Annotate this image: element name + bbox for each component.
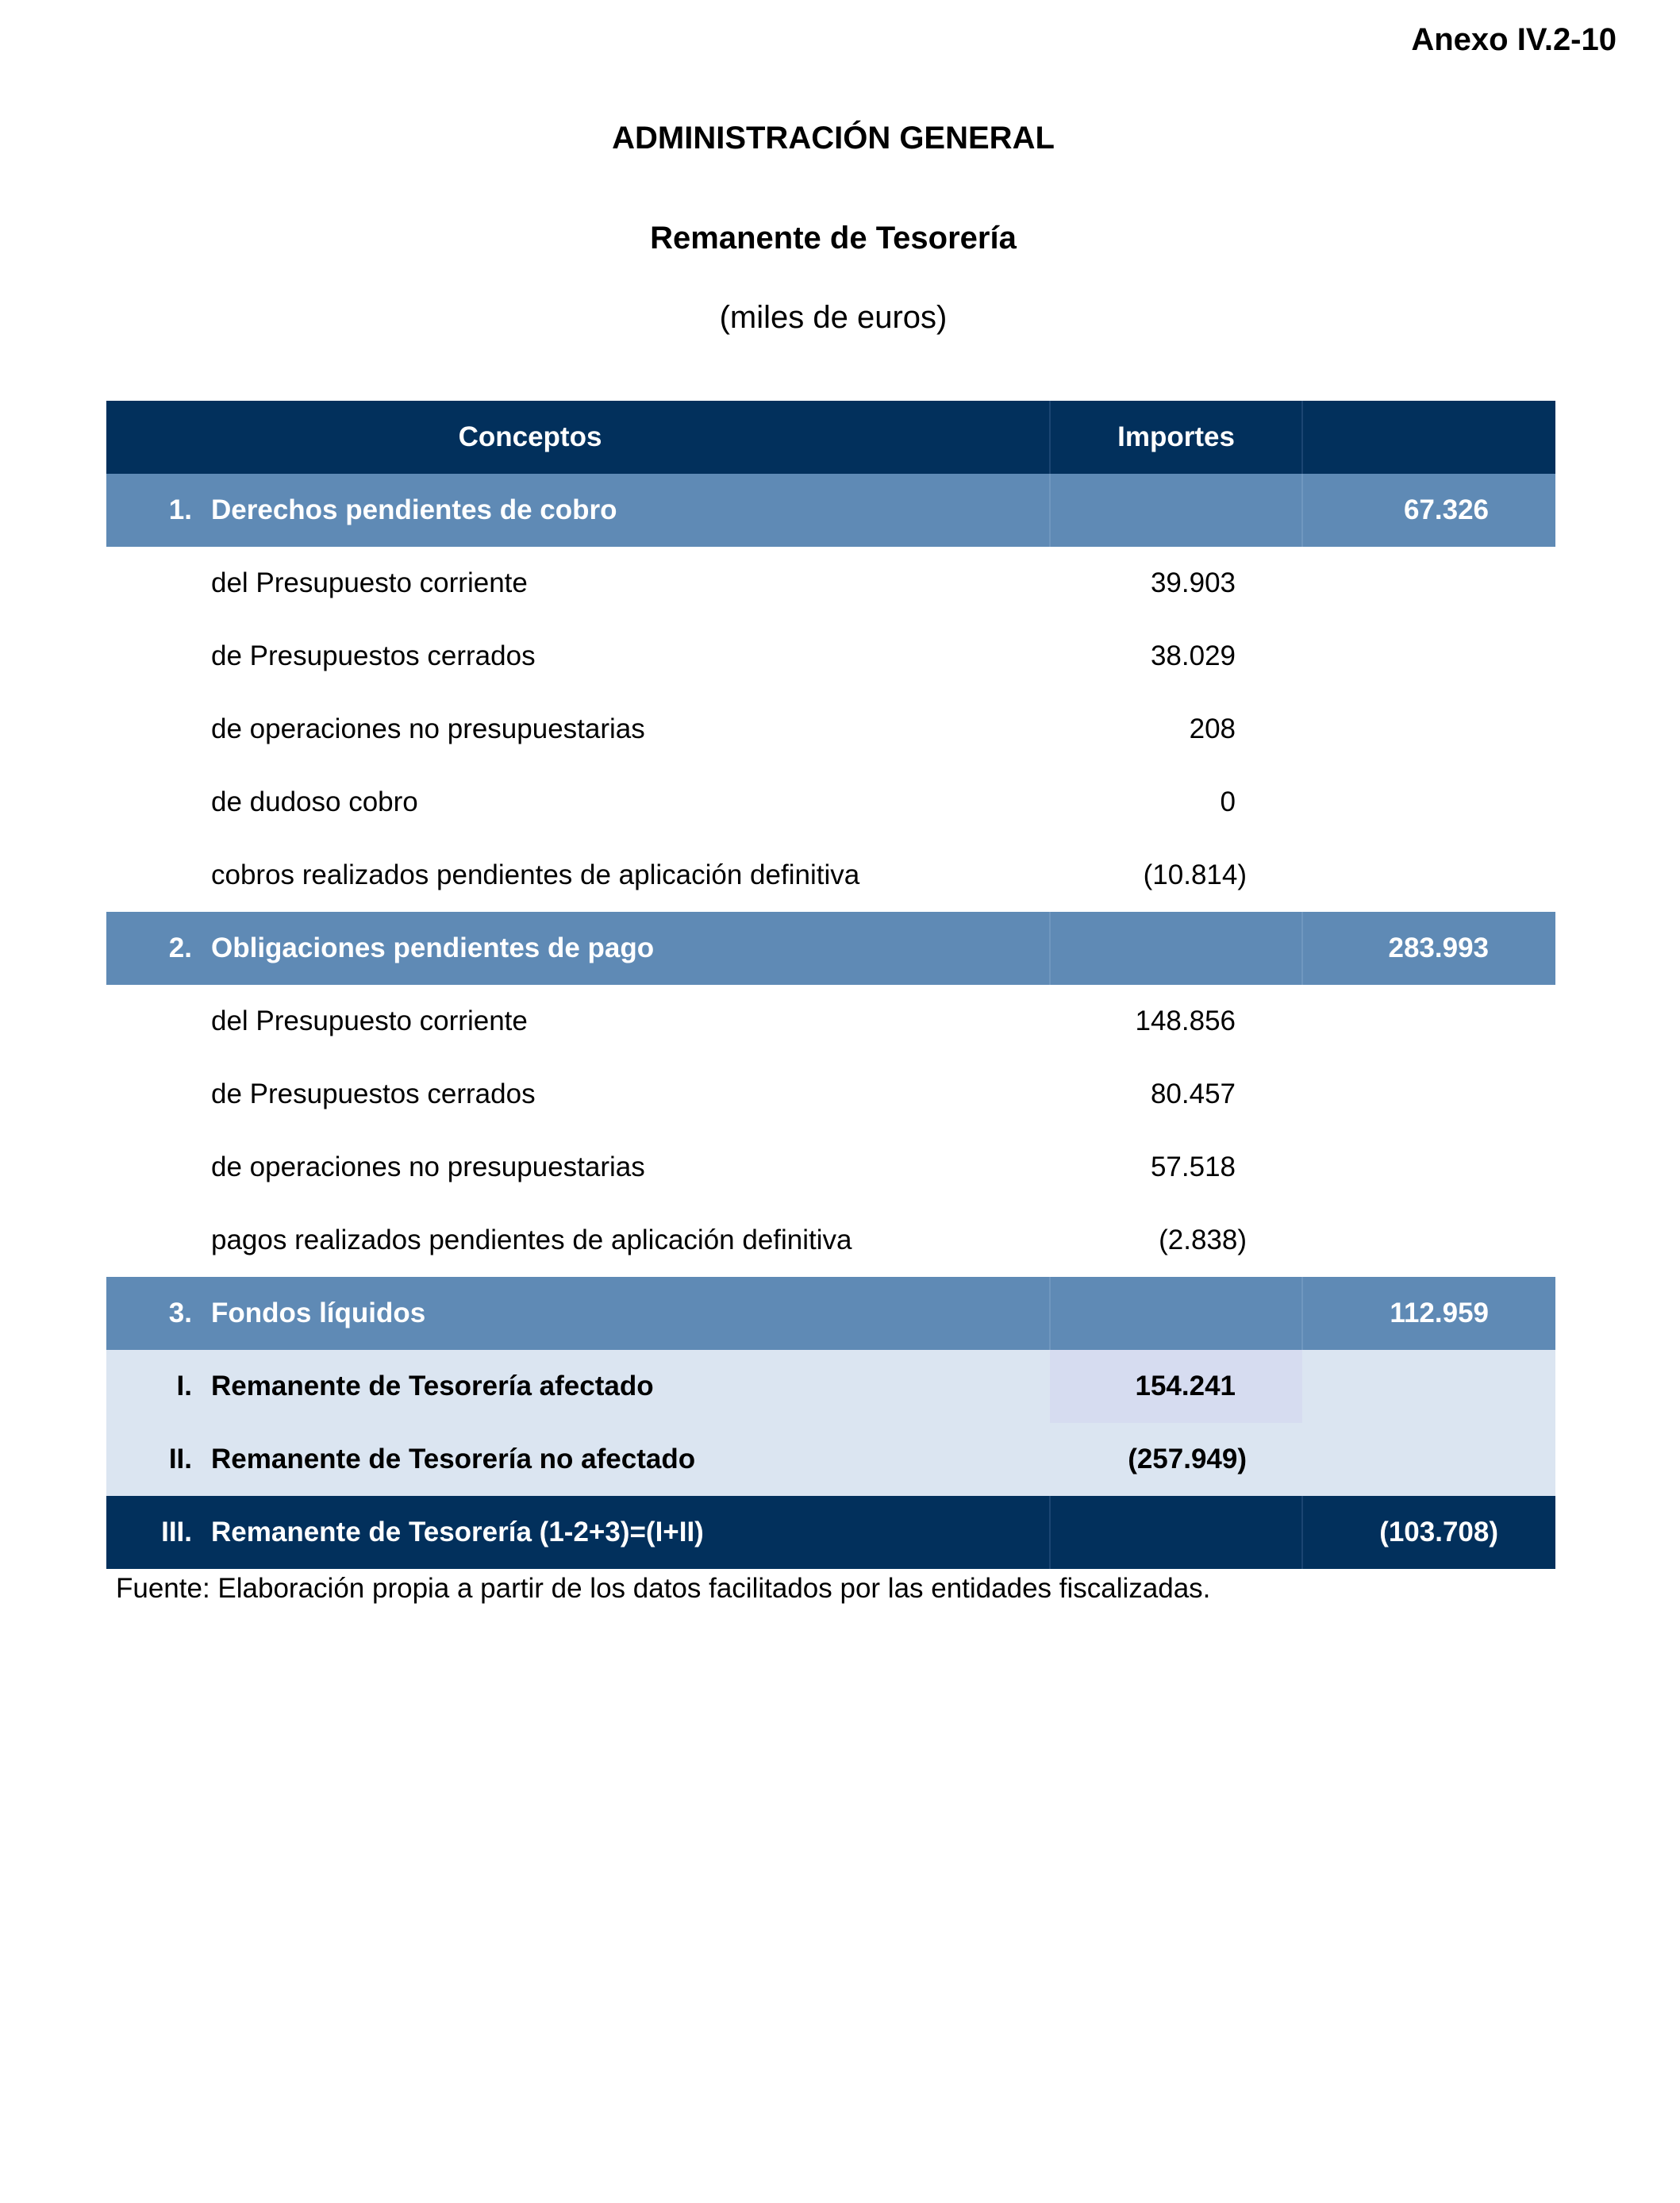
section-number: 3.: [106, 1277, 202, 1350]
grand-total: (103.708): [1302, 1496, 1555, 1569]
section-total: 283.993: [1302, 912, 1555, 985]
section-total: 112.959: [1302, 1277, 1555, 1350]
remainder-total-row: [106, 1496, 1555, 1569]
table-row: [106, 985, 1555, 1058]
section-number: 1.: [106, 474, 202, 547]
row-label: cobros realizados pendientes de aplicación definitiva: [211, 859, 860, 890]
annex-label: Anexo IV.2-10: [1411, 22, 1617, 57]
table-row: [106, 693, 1555, 766]
table-row: [106, 839, 1555, 912]
section-label: Obligaciones pendientes de pago: [202, 912, 1050, 985]
row-label: Remanente de Tesorería afectado: [202, 1350, 1050, 1423]
row-value: 0: [1220, 786, 1236, 817]
section-row-liquid-funds: [106, 1277, 1555, 1350]
header-total: [1302, 401, 1555, 474]
section-row-receivables: [106, 474, 1555, 547]
table-row: [106, 1204, 1555, 1277]
row-label: Remanente de Tesorería no afectado: [202, 1423, 1050, 1496]
row-value: (257.949): [1050, 1423, 1302, 1496]
row-label: de Presupuestos cerrados: [211, 640, 536, 671]
section-label: Fondos líquidos: [202, 1277, 1050, 1350]
row-value: (10.814): [1143, 859, 1248, 890]
header-amounts: Importes: [1050, 401, 1302, 474]
table-row: [106, 1058, 1555, 1131]
row-value: 208: [1189, 713, 1236, 744]
row-number: II.: [106, 1423, 202, 1496]
table-row: [106, 1131, 1555, 1204]
row-label: Remanente de Tesorería (1-2+3)=(I+II): [202, 1496, 1050, 1569]
row-value: 57.518: [1150, 1151, 1236, 1182]
table-row: [106, 547, 1555, 620]
row-label: de dudoso cobro: [211, 786, 418, 817]
section-number: 2.: [106, 912, 202, 985]
row-label: pagos realizados pendientes de aplicación definitiva: [211, 1225, 852, 1255]
row-value: 80.457: [1150, 1078, 1236, 1109]
row-value: 148.856: [1135, 1005, 1236, 1036]
remainder-allocated-row: [106, 1350, 1555, 1423]
row-label: de operaciones no presupuestarias: [211, 713, 645, 744]
row-value: 38.029: [1150, 640, 1236, 671]
treasury-remainder-table: [106, 401, 1555, 1569]
row-value: (2.838): [1159, 1225, 1248, 1255]
table-header-row: [106, 401, 1555, 474]
page-title: ADMINISTRACIÓN GENERAL: [612, 121, 1055, 156]
section-label: Derechos pendientes de cobro: [202, 474, 1050, 547]
section-row-payables: [106, 912, 1555, 985]
units-label: (miles de euros): [719, 300, 948, 335]
page-subtitle: Remanente de Tesorería: [650, 221, 1017, 256]
row-value: 39.903: [1150, 567, 1236, 598]
row-label: del Presupuesto corriente: [211, 567, 528, 598]
row-label: de Presupuestos cerrados: [211, 1078, 536, 1109]
table-row: [106, 766, 1555, 839]
remainder-unallocated-row: [106, 1423, 1555, 1496]
row-number: III.: [106, 1496, 202, 1569]
row-label: del Presupuesto corriente: [211, 1005, 528, 1036]
table-row: [106, 620, 1555, 693]
header-concepts: Conceptos: [106, 401, 1050, 474]
row-label: de operaciones no presupuestarias: [211, 1151, 645, 1182]
section-total: 67.326: [1302, 474, 1555, 547]
row-number: I.: [106, 1350, 202, 1423]
row-value: 154.241: [1050, 1350, 1302, 1423]
source-note: Fuente: Elaboración propia a partir de los datos facilitados por las entidades fiscalizadas.: [116, 1573, 1211, 1604]
